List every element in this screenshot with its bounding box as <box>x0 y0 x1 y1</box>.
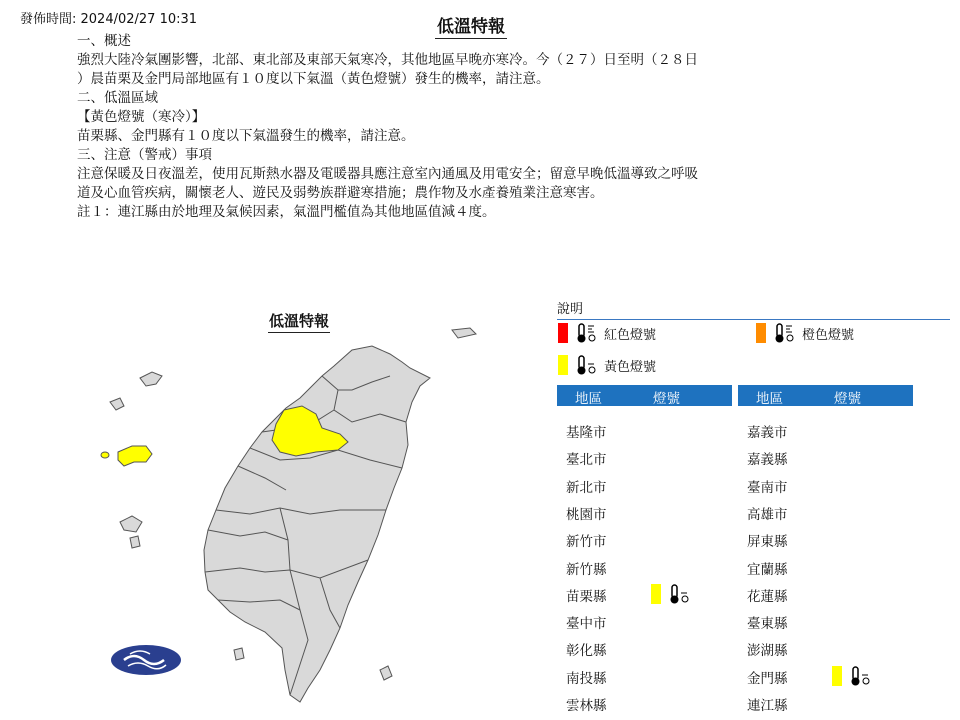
region-name: 新竹市 <box>566 534 607 551</box>
bulletin-line: 註１：連江縣由於地理及氣候因素，氣溫門檻值為其他地區值減４度。 <box>77 204 496 220</box>
yellow-swatch <box>832 666 842 686</box>
legend-heading: 說明 <box>557 298 950 320</box>
thermometer-cold-icon <box>667 583 691 605</box>
table-row <box>738 667 913 691</box>
bulletin-line: 注意保暖及日夜溫差，使用瓦斯熱水器及電暖器具應注意室內通風及用電安全；留意早晚低溫導致之呼吸 <box>77 166 698 182</box>
region-table-right <box>738 385 913 714</box>
table-row <box>738 503 913 527</box>
table-row <box>557 530 732 554</box>
table-row <box>557 667 732 691</box>
bulletin-line: 一、概述 <box>77 33 131 49</box>
region-name: 雲林縣 <box>566 698 607 714</box>
table-row <box>557 476 732 500</box>
region-name: 宜蘭縣 <box>747 561 788 578</box>
legend-label: 紅色燈號 <box>604 327 657 343</box>
green-island <box>380 666 392 680</box>
table-header <box>738 385 913 406</box>
table-row <box>738 585 913 609</box>
table-row <box>557 612 732 636</box>
region-name: 嘉義縣 <box>747 452 788 469</box>
table-row <box>738 421 913 445</box>
region-name: 新北市 <box>566 479 607 496</box>
region-name: 連江縣 <box>747 698 788 714</box>
red-swatch <box>558 323 568 343</box>
region-name: 彰化縣 <box>566 643 607 660</box>
bulletin-text <box>77 32 887 222</box>
table-row <box>557 694 732 718</box>
kinmen-island-yellow <box>118 446 152 466</box>
legend-item-red <box>558 322 656 344</box>
region-name: 澎湖縣 <box>747 643 788 660</box>
guishan-island <box>452 328 476 338</box>
region-name: 屏東縣 <box>747 534 788 551</box>
table-row <box>557 558 732 582</box>
legend <box>557 298 950 320</box>
bulletin-line: 苗栗縣、金門縣有１０度以下氣溫發生的機率，請注意。 <box>77 128 415 144</box>
region-name: 臺南市 <box>747 479 788 496</box>
table-row <box>557 585 732 609</box>
table-row <box>557 421 732 445</box>
table-row <box>738 448 913 472</box>
table-row <box>738 639 913 663</box>
bulletin-line: 道及心血管疾病，關懷老人、遊民及弱勢族群避寒措施；農作物及水產養殖業注意寒害。 <box>77 185 604 201</box>
penghu-island <box>130 536 140 548</box>
legend-item-orange <box>756 322 854 344</box>
region-name: 臺中市 <box>566 616 607 633</box>
legend-label: 黃色燈號 <box>604 359 657 375</box>
region-name: 基隆市 <box>566 425 607 441</box>
region-name: 臺北市 <box>566 452 607 469</box>
bulletin-line: 二、低溫區域 <box>77 90 158 106</box>
table-header <box>557 385 732 406</box>
yellow-swatch <box>558 355 568 375</box>
legend-item-yellow <box>558 354 656 376</box>
region-name: 花蓮縣 <box>747 588 788 605</box>
bulletin-line: ）晨苗栗及金門局部地區有１０度以下氣溫（黃色燈號）發生的機率，請注意。 <box>77 71 550 87</box>
page-title: 低溫特報 <box>435 12 507 39</box>
region-name: 高雄市 <box>747 506 788 523</box>
col-region-header: 地區 <box>575 391 602 407</box>
table-row <box>557 448 732 472</box>
thermometer-cold-icon <box>574 322 598 344</box>
region-name: 金門縣 <box>747 670 788 687</box>
table-row <box>738 612 913 636</box>
table-row <box>738 558 913 582</box>
region-table-left <box>557 385 732 714</box>
little-kinmen-island <box>101 452 109 458</box>
table-row <box>738 476 913 500</box>
region-name: 嘉義市 <box>747 425 788 441</box>
matsu-island <box>110 398 124 410</box>
map-title: 低溫特報 <box>268 310 330 333</box>
thermometer-cold-icon <box>574 354 598 376</box>
col-level-header: 燈號 <box>834 391 861 407</box>
thermometer-cold-icon <box>772 322 796 344</box>
bulletin-line: 【黃色燈號（寒冷）】 <box>77 109 206 125</box>
region-name: 新竹縣 <box>566 561 607 578</box>
level-indicator-yellow <box>832 665 872 687</box>
orange-swatch <box>756 323 766 343</box>
thermometer-cold-icon <box>848 665 872 687</box>
col-level-header: 燈號 <box>653 391 680 407</box>
issue-time: 發佈時間: 2024/02/27 10:31 <box>20 12 198 27</box>
region-name: 苗栗縣 <box>566 588 607 605</box>
taiwan-map <box>90 310 490 715</box>
table-row <box>557 639 732 663</box>
matsu-island <box>140 372 162 386</box>
yellow-swatch <box>651 584 661 604</box>
legend-label: 橙色燈號 <box>802 327 855 343</box>
region-name: 桃園市 <box>566 506 607 523</box>
table-row <box>738 694 913 718</box>
lanyu-island <box>234 648 244 660</box>
table-row <box>738 530 913 554</box>
level-indicator-yellow <box>651 583 691 605</box>
bulletin-line: 三、注意（警戒）事項 <box>77 147 212 163</box>
region-name: 臺東縣 <box>747 616 788 633</box>
cwa-logo-icon <box>111 645 181 675</box>
col-region-header: 地區 <box>756 391 783 407</box>
table-row <box>557 503 732 527</box>
bulletin-line: 強烈大陸冷氣團影響，北部、東北部及東部天氣寒冷，其他地區早晚亦寒冷。今（２７）日至明（２８日 <box>77 52 698 68</box>
penghu-island <box>120 516 142 532</box>
region-name: 南投縣 <box>566 670 607 687</box>
